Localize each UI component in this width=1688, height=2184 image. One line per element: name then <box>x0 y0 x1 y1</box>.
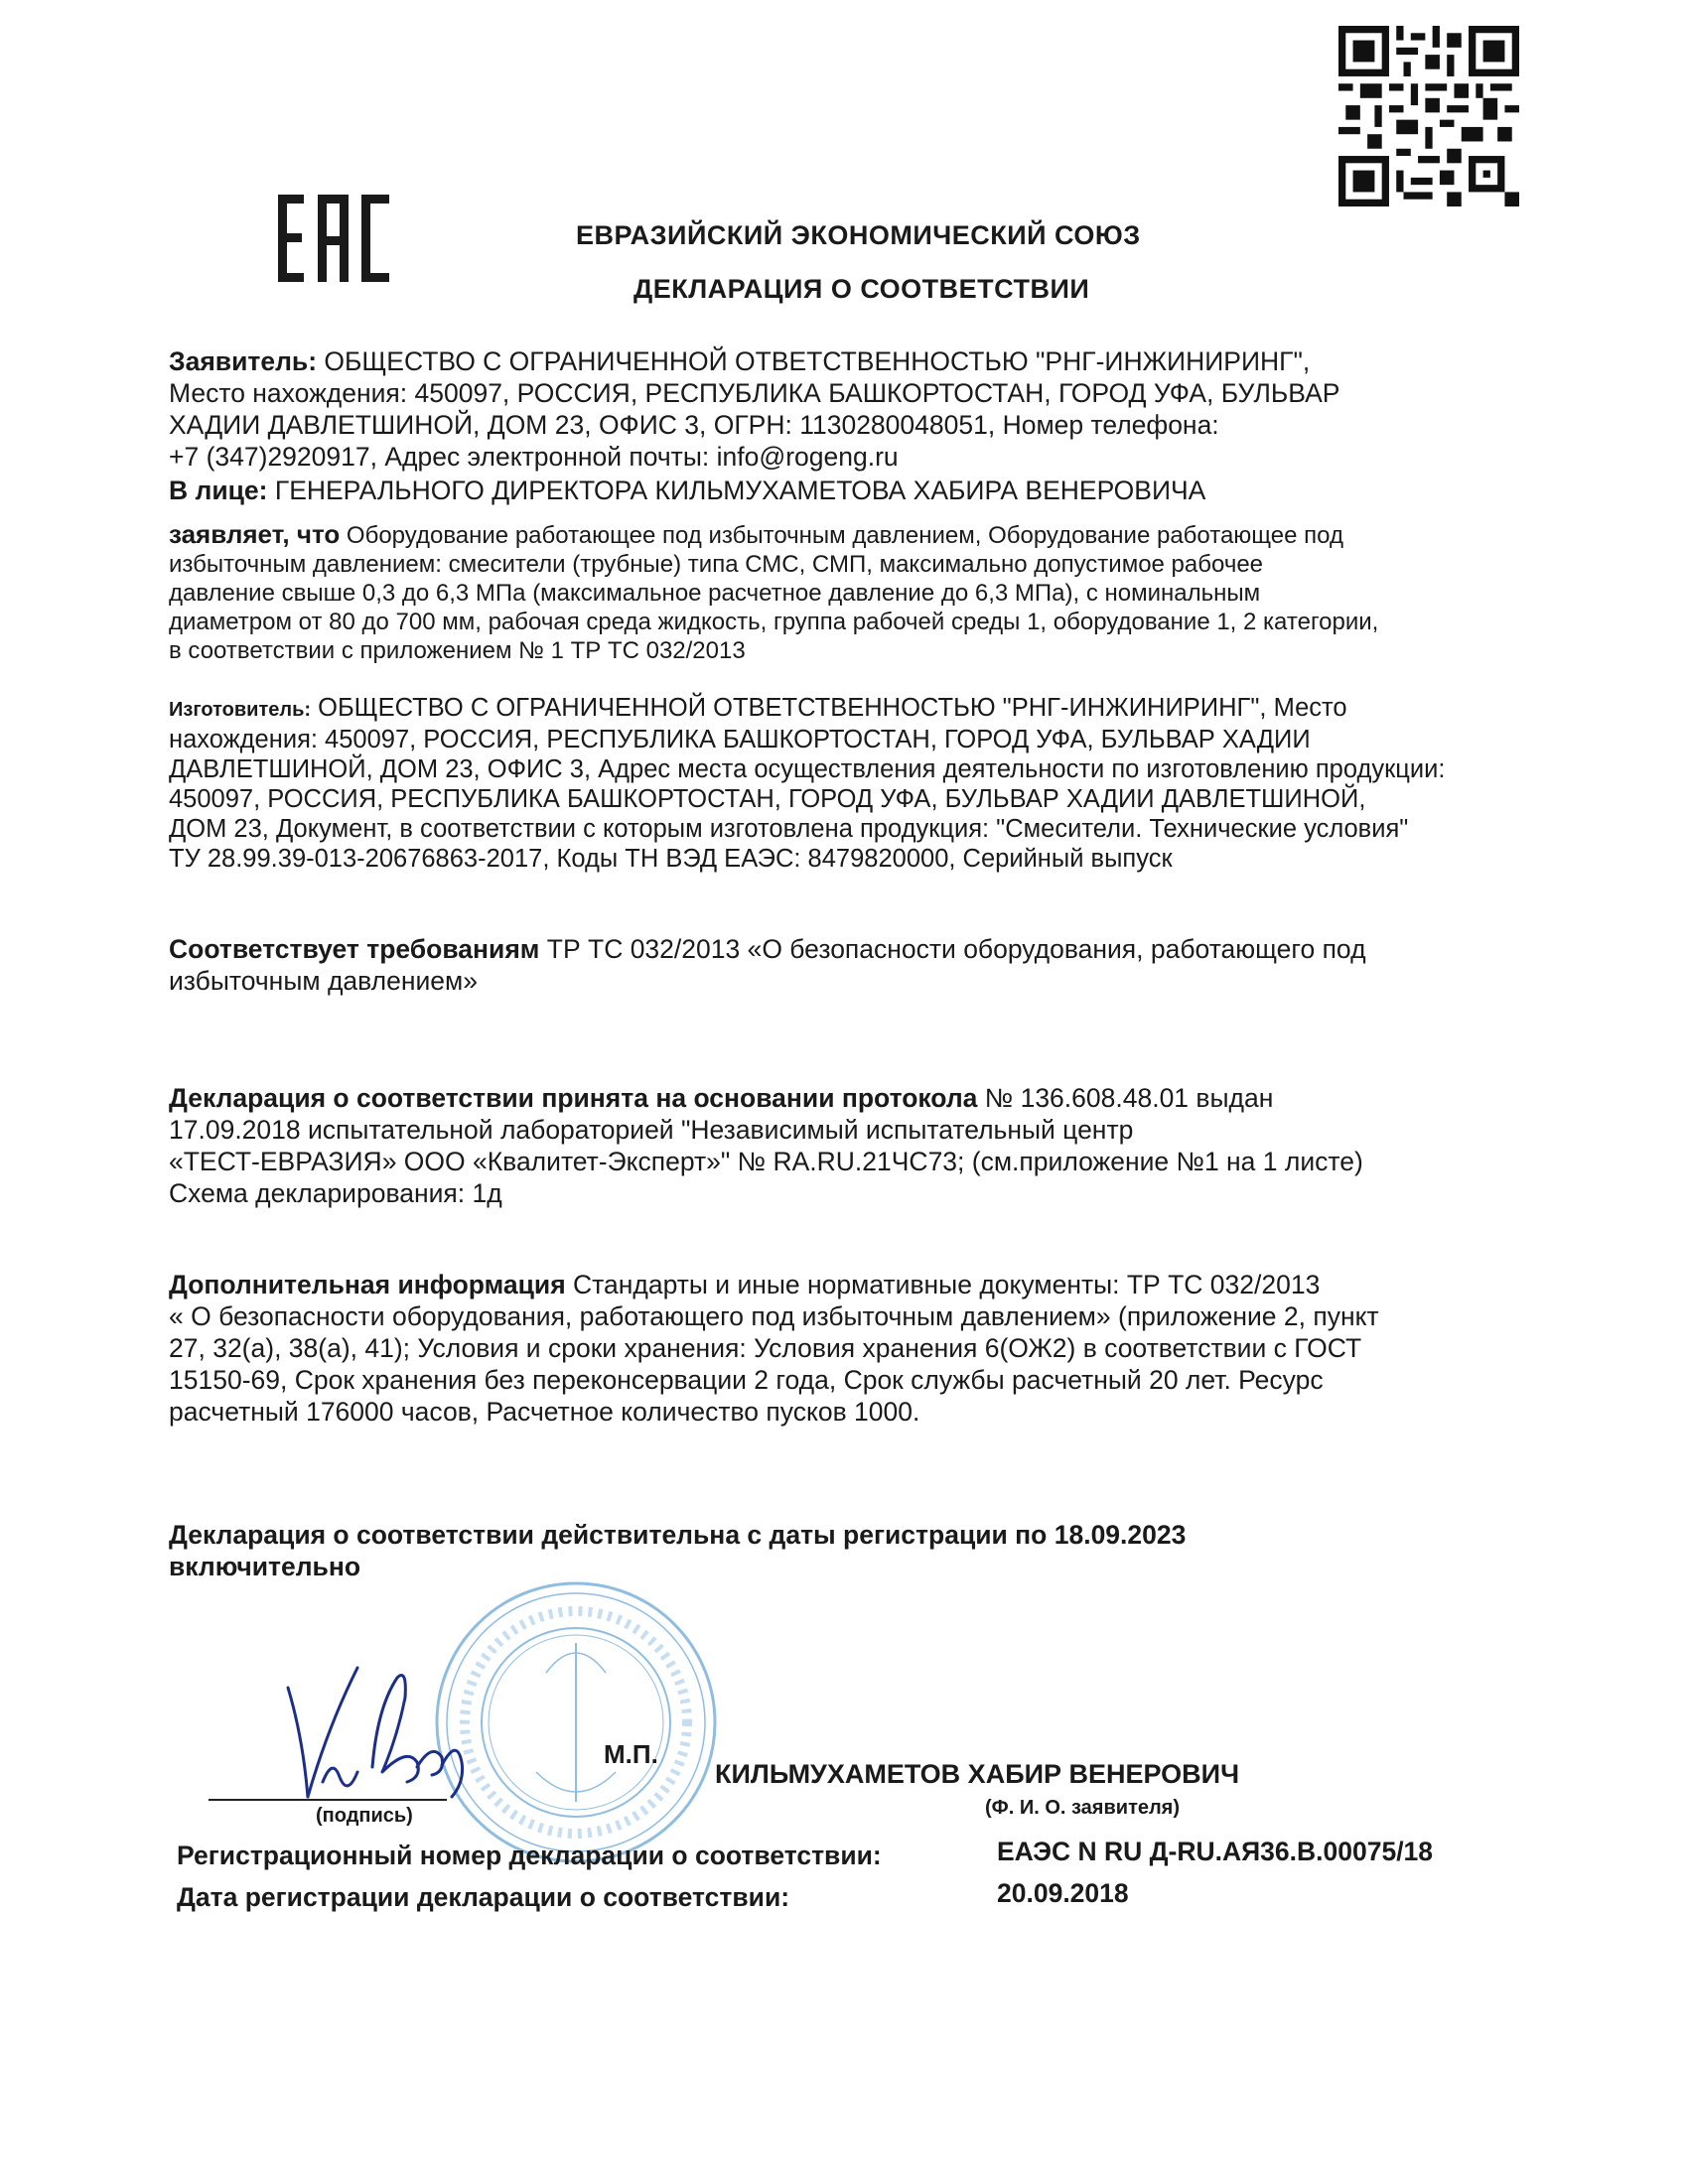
protocol-line: № 136.608.48.01 выдан <box>977 1083 1274 1113</box>
declares-line: диаметром от 80 до 700 мм, рабочая среда жидкость, группа рабочей среды 1, оборудование 1, 2 категории, <box>169 609 1379 635</box>
registration-number-label: Регистрационный номер декларации о соответствии: <box>177 1841 882 1870</box>
manufacturer-label: Изготовитель: <box>169 699 312 721</box>
handwritten-signature <box>258 1648 477 1807</box>
declares-line: избыточным давлением: смесители (трубные) типа СМС, СМП, максимально допустимое рабочее <box>169 551 1264 578</box>
additional-info-line: расчетный 176000 часов, Расчетное количество пусков 1000. <box>169 1397 920 1427</box>
mp-label: М.П. <box>604 1739 658 1769</box>
manufacturer-line: ДОМ 23, Документ, в соответствии с которым изготовлена продукция: "Смесители. Технические условия" <box>169 815 1409 843</box>
signature-line <box>209 1799 447 1801</box>
declares-line: давление свыше 0,3 до 6,3 МПа (максимальное расчетное давление до 6,3 МПа), с номинальным <box>169 580 1261 607</box>
additional-info-label: Дополнительная информация <box>169 1270 566 1299</box>
applicant-line: ХАДИИ ДАВЛЕТШИНОЙ, ДОМ 23, ОФИС 3, ОГРН: 1130280048051, Номер телефона: <box>169 410 1219 440</box>
fio-label: (Ф. И. О. заявителя) <box>985 1797 1181 1819</box>
protocol-label: Декларация о соответствии принята на основании протокола <box>169 1083 978 1113</box>
protocol-line: 17.09.2018 испытательной лабораторией "Независимый испытательный центр <box>169 1115 1134 1145</box>
protocol-line: Схема декларирования: 1д <box>169 1178 502 1208</box>
additional-info-section <box>169 1269 1499 1428</box>
manufacturer-line: ОБЩЕСТВО С ОГРАНИЧЕННОЙ ОТВЕТСТВЕННОСТЬЮ "РНГ-ИНЖИНИРИНГ", Место <box>311 694 1347 722</box>
applicant-line: Место нахождения: 450097, РОССИЯ, РЕСПУБЛИКА БАШКОРТОСТАН, ГОРОД УФА, БУЛЬВАР <box>169 378 1340 408</box>
additional-info-line: « О безопасности оборудования, работающего под избыточным давлением» (приложение 2, пункт <box>169 1301 1379 1331</box>
in-person-section <box>169 475 1499 506</box>
in-person-text: ГЕНЕРАЛЬНОГО ДИРЕКТОРА КИЛЬМУХАМЕТОВА ХАБИРА ВЕНЕРОВИЧА <box>267 476 1206 505</box>
applicant-line: ОБЩЕСТВО С ОГРАНИЧЕННОЙ ОТВЕТСТВЕННОСТЬЮ "РНГ-ИНЖИНИРИНГ", <box>317 346 1311 376</box>
signature-label: (подпись) <box>316 1805 413 1827</box>
validity-line: включительно <box>169 1552 361 1581</box>
validity-section <box>169 1519 1499 1582</box>
declares-line: в соответствии с приложением № 1 ТР ТС 032/2013 <box>169 637 746 664</box>
applicant-label: Заявитель: <box>169 346 318 376</box>
conforms-line: избыточным давлением» <box>169 966 478 996</box>
union-title: ЕВРАЗИЙСКИЙ ЭКОНОМИЧЕСКИЙ СОЮЗ <box>576 220 1141 250</box>
conforms-label: Соответствует требованиям <box>169 934 540 964</box>
protocol-section <box>169 1082 1499 1209</box>
manufacturer-section <box>169 693 1499 874</box>
in-person-label: В лице: <box>169 476 268 505</box>
applicant-line: +7 (347)2920917, Адрес электронной почты: info@rogeng.ru <box>169 442 899 472</box>
signer-name: КИЛЬМУХАМЕТОВ ХАБИР ВЕНЕРОВИЧ <box>715 1759 1240 1789</box>
additional-info-line: 27, 32(а), 38(а), 41); Условия и сроки хранения: Условия хранения 6(ОЖ2) в соответствии с ГОСТ <box>169 1333 1362 1363</box>
applicant-section <box>169 345 1499 473</box>
manufacturer-line: ДАВЛЕТШИНОЙ, ДОМ 23, ОФИС 3, Адрес места осуществления деятельности по изготовлению продукции: <box>169 755 1446 783</box>
manufacturer-line: нахождения: 450097, РОССИЯ, РЕСПУБЛИКА БАШКОРТОСТАН, ГОРОД УФА, БУЛЬВАР ХАДИИ <box>169 726 1311 753</box>
registration-number: ЕАЭС N RU Д-RU.АЯ36.В.00075/18 <box>997 1837 1434 1866</box>
qr-code <box>1338 26 1519 206</box>
declares-section <box>169 520 1499 665</box>
conforms-section <box>169 933 1499 997</box>
registration-date-label: Дата регистрации декларации о соответствии: <box>177 1882 790 1912</box>
declares-line: Оборудование работающее под избыточным давлением, Оборудование работающее под <box>340 522 1343 549</box>
eac-logo <box>276 189 393 288</box>
protocol-line: «ТЕСТ-ЕВРАЗИЯ» ООО «Квалитет-Эксперт»" № RA.RU.21ЧС73; (см.приложение №1 на 1 листе) <box>169 1147 1363 1176</box>
validity-line: Декларация о соответствии действительна с даты регистрации по 18.09.2023 <box>169 1520 1187 1550</box>
declaration-title: ДЕКЛАРАЦИЯ О СООТВЕТСТВИИ <box>633 274 1090 304</box>
registration-date: 20.09.2018 <box>997 1878 1129 1908</box>
manufacturer-line: ТУ 28.99.39-013-20676863-2017, Коды ТН ВЭД ЕАЭС: 8479820000, Серийный выпуск <box>169 845 1173 873</box>
conforms-line: ТР ТС 032/2013 «О безопасности оборудования, работающего под <box>539 934 1366 964</box>
manufacturer-line: 450097, РОССИЯ, РЕСПУБЛИКА БАШКОРТОСТАН, ГОРОД УФА, БУЛЬВАР ХАДИИ ДАВЛЕТШИНОЙ, <box>169 785 1366 813</box>
additional-info-line: 15150-69, Срок хранения без переконсервации 2 года, Срок службы расчетный 20 лет. Ресурс <box>169 1365 1324 1395</box>
declares-label: заявляет, что <box>169 519 341 549</box>
additional-info-line: Стандарты и иные нормативные документы: ТР ТС 032/2013 <box>565 1270 1321 1299</box>
